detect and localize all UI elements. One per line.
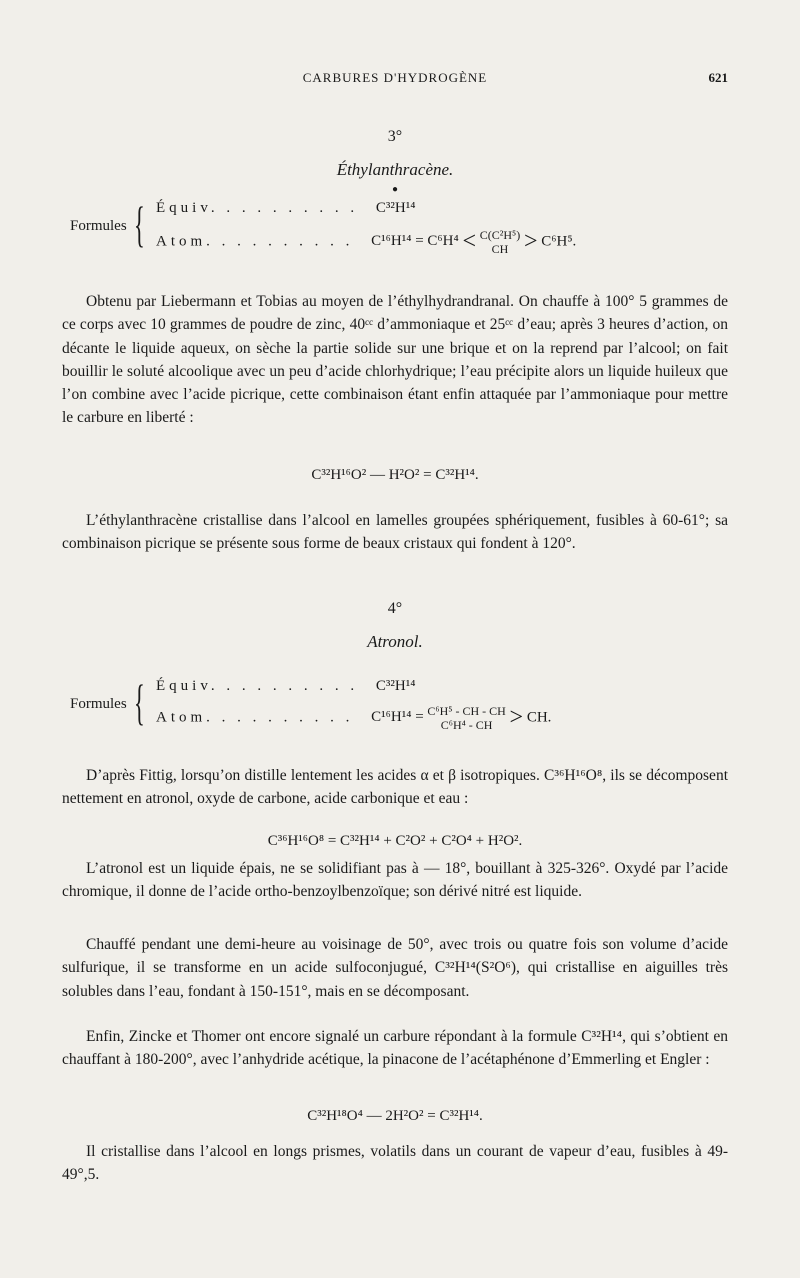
header-title: CARBURES D'HYDROGÈNE (302, 70, 488, 85)
page-number: 621 (708, 70, 728, 85)
equation: C³²H¹⁶O² — H²O² = C³²H¹⁴. (311, 467, 479, 483)
brace: { (134, 196, 145, 252)
atom-formula-right: CH. (526, 709, 552, 726)
formula-block (70, 676, 720, 736)
paragraph (62, 1025, 728, 1072)
equiv-row (156, 678, 415, 695)
formulas-label: Formules (70, 218, 127, 234)
equiv-label: Équiv. . . . . . . . . . (156, 678, 359, 694)
equiv-formula: C³²H¹⁴ (375, 678, 416, 694)
paragraph (62, 509, 728, 556)
atom-stack (480, 228, 520, 256)
ornament-dot: ● (391, 184, 399, 195)
paragraph-text: Enfin, Zincke et Thomer ont encore signalé un carbure répondant à la formule C³²H¹⁴, qui s’obtient en chauffant à 180-200°, avec l’anhydride acétique, la pinacone de l’acétaphénone d’Emmerling et Engler : (62, 1028, 728, 1069)
paragraph-text: Il cristallise dans l’alcool en longs prismes, volatils dans un courant de vapeur d’eau, fusibles à 49-49°,5. (62, 1143, 728, 1184)
section-number: 4° (387, 600, 403, 617)
section-number: 3° (387, 128, 403, 145)
equiv-formula: C³²H¹⁴ (375, 200, 416, 216)
section-title: Atronol. (367, 632, 423, 651)
running-header (62, 70, 728, 92)
equiv-row (156, 200, 415, 217)
paragraph-text: D’après Fittig, lorsqu’on distille lentement les acides α et β isotropiques. C³⁶H¹⁶O⁸, ils se décomposent nettement en atronol, oxyde de carbone, acide carbonique et eau : (62, 767, 728, 808)
equation: C³⁶H¹⁶O⁸ = C³²H¹⁴ + C²O² + C²O⁴ + H²O². (267, 833, 523, 849)
paragraph (62, 1140, 728, 1187)
section-title: Éthylanthracène. (336, 160, 454, 179)
atom-stack-bottom: CH (491, 242, 509, 256)
paragraph-text: Obtenu par Liebermann et Tobias au moyen de l’éthylhydrandranal. On chauffe à 100° 5 grammes de ce corps avec 10 grammes de poudre de zinc, 40ᶜᶜ d’ammoniaque et 25ᶜᶜ d’eau; après 3 heures d’action, on décante le liquide aqueux, on sèche la partie solide sur une brique et on la reprend par l’alcool; on fait bouillir le soluté alcoolique avec un peu d’acide chlorhydrique; l’eau précipite alors un liquide huileux que l’on combine avec l’acide picrique, cette combinaison étant enfin attaquée par l’ammoniaque pour mettre le carbure en liberté : (62, 293, 728, 427)
equation: C³²H¹⁸O⁴ — 2H²O² = C³²H¹⁴. (307, 1108, 483, 1124)
atom-stack (427, 704, 505, 732)
atom-stack-top: C(C²H⁵) (479, 228, 521, 242)
page (62, 0, 728, 1278)
paragraph-text: L’éthylanthracène cristallise dans l’alcool en lamelles groupées sphériquement, fusibles à 60-61°; sa combinaison picrique se présente sous forme de beaux cristaux qui fondent à 120°. (62, 512, 728, 553)
atom-row: Atom. . . . . . . . . . C¹⁶H¹⁴ = C⁶H⁵ - CH - CH C⁶H⁴ - CH > CH. (156, 704, 552, 732)
atom-row: Atom. . . . . . . . . . C¹⁶H¹⁴ = C⁶H⁴ < C(C²H⁵) CH > C⁶H⁵. (156, 228, 577, 256)
formulas-label: Formules (70, 696, 127, 712)
paragraph (62, 764, 728, 811)
paragraph (62, 933, 728, 1003)
formula-block (70, 198, 720, 258)
atom-stack-top: C⁶H⁵ - CH - CH (427, 704, 506, 718)
equiv-label: Équiv. . . . . . . . . . (156, 200, 359, 216)
atom-formula-right: C⁶H⁵. (541, 233, 577, 250)
atom-formula-left: C¹⁶H¹⁴ = (371, 709, 424, 726)
paragraph (62, 290, 728, 430)
atom-formula-left: C¹⁶H¹⁴ = C⁶H⁴ (371, 233, 459, 250)
atom-stack-bottom: C⁶H⁴ - CH (440, 718, 493, 732)
paragraph-text: L’atronol est un liquide épais, ne se solidifiant pas à — 18°, bouillant à 325-326°. Oxydé par l’acide chromique, il donne de l’acide ortho-benzoylbenzoïque; son dérivé nitré est liquide. (62, 860, 728, 901)
paragraph (62, 857, 728, 904)
brace: { (134, 674, 145, 730)
atom-label: Atom. . . . . . . . . . (156, 233, 354, 250)
paragraph-text: Chauffé pendant une demi-heure au voisinage de 50°, avec trois ou quatre fois son volume d’acide sulfurique, il se transforme en un acide sulfoconjugué, C³²H¹⁴(S²O⁶), qui cristallise en aiguilles très solubles dans l’eau, fondant à 150-151°, mais en se décomposant. (62, 936, 728, 1000)
atom-label: Atom. . . . . . . . . . (156, 709, 354, 726)
